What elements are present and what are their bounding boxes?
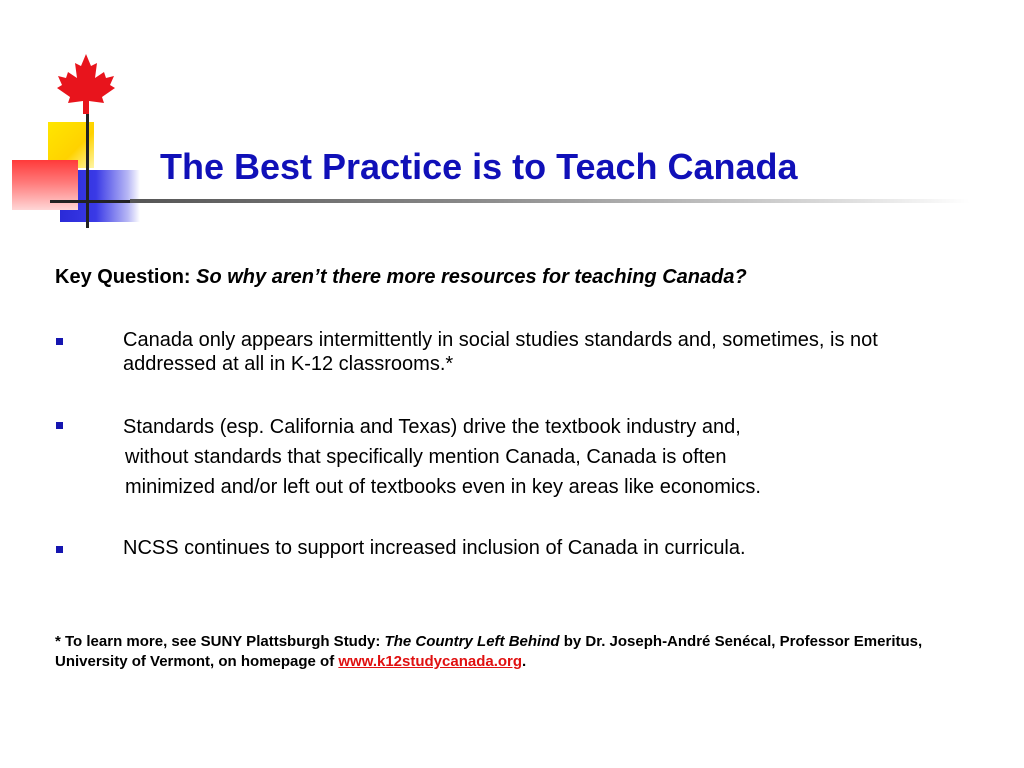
slide-title: The Best Practice is to Teach Canada	[160, 146, 798, 187]
slide-logo	[0, 0, 150, 240]
square-bullet-icon	[56, 546, 63, 553]
bullet-1-line-2: addressed at all in K-12 classrooms.*	[123, 353, 454, 375]
bullet-2-line-1: Standards (esp. California and Texas) drive the textbook industry and,	[123, 416, 741, 438]
key-question-text: So why aren’t there more resources for teaching Canada?	[196, 266, 747, 288]
key-question-label: Key Question:	[55, 266, 197, 288]
logo-horizontal-line	[50, 200, 140, 203]
key-question	[55, 266, 747, 289]
footnote-book-title: The Country Left Behind	[384, 633, 560, 650]
logo-vertical-line	[86, 110, 89, 228]
footnote-middle: by Dr. Joseph-André Senécal, Professor Emeritus, University of Vermont, on homepage of	[55, 633, 923, 670]
square-bullet-icon	[56, 338, 63, 345]
footnote-suffix: .	[522, 653, 527, 670]
footnote-prefix: * To learn more, see SUNY Plattsburgh Study:	[55, 633, 385, 650]
footnote	[55, 632, 985, 672]
maple-leaf-icon	[54, 52, 118, 116]
bullet-1	[123, 328, 1003, 376]
square-bullet-icon	[56, 422, 63, 429]
footnote-website-link[interactable]: www.k12studycanada.org	[338, 653, 523, 670]
bullet-2	[123, 412, 1003, 502]
bullet-2-line-3: minimized and/or left out of textbooks even in key areas like economics.	[125, 476, 761, 498]
bullet-1-line-1: Canada only appears intermittently in social studies standards and, sometimes, is not	[123, 329, 878, 351]
bullet-3	[123, 536, 1003, 560]
bullet-3-line-1: NCSS continues to support increased inclusion of Canada in curricula.	[123, 537, 746, 559]
title-underline	[130, 199, 970, 203]
bullet-2-line-2: without standards that specifically mention Canada, Canada is often	[125, 446, 727, 468]
